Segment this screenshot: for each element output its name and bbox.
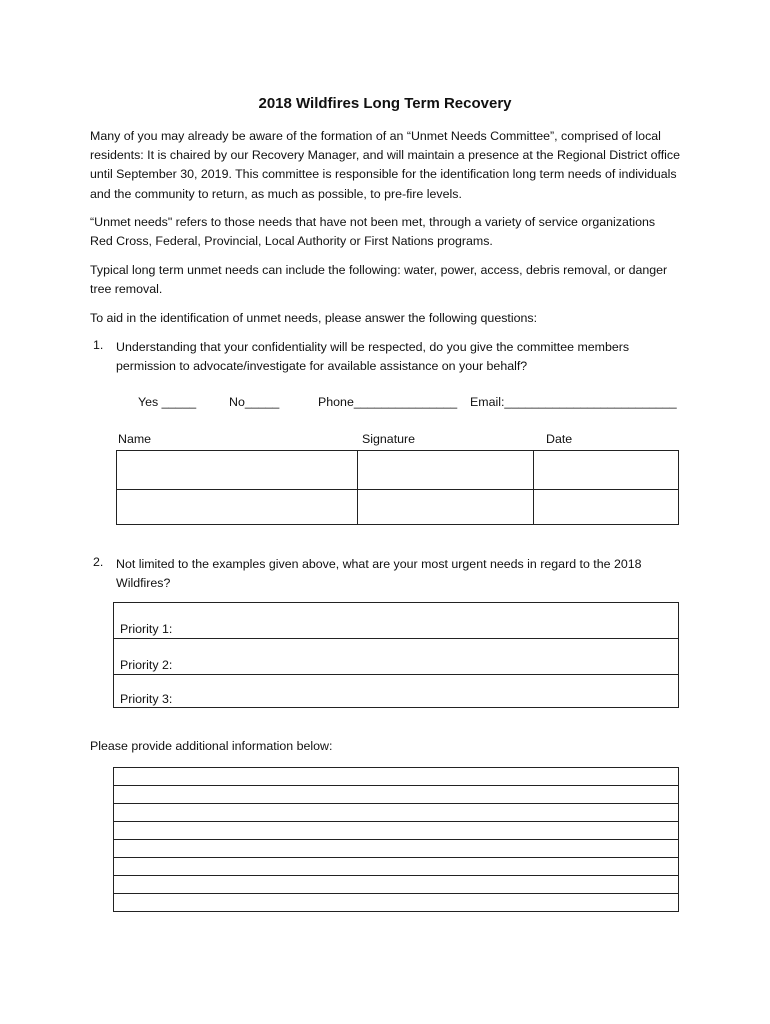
additional-info-label: Please provide additional information below: [90, 739, 333, 753]
priority-2-row[interactable] [114, 639, 678, 675]
info-line[interactable] [114, 786, 679, 804]
info-line[interactable] [114, 858, 679, 876]
table-row [114, 822, 679, 840]
date-cell[interactable] [534, 490, 679, 525]
table-row [117, 490, 679, 525]
info-line[interactable] [114, 894, 679, 912]
yes-field[interactable]: Yes _____ [138, 395, 197, 409]
question-1-text: Understanding that your confidentiality will be respected, do you give the committee members permission to advocate/investigate for available assistance on your behalf? [116, 340, 630, 373]
name-cell[interactable] [117, 451, 358, 490]
intro-paragraph: Many of you may already be aware of the formation of an “Unmet Needs Committee”, comprised of local residents: It is chaired by our Recovery Manager, and will maintain a presence at the Regional District office until September 30, 2019. This committee is responsible for the identification long term needs of individuals and the community to return, as much as possible, to pre-fire levels. [90, 129, 680, 201]
signature-cell[interactable] [358, 451, 534, 490]
info-line[interactable] [114, 876, 679, 894]
page-title: 2018 Wildfires Long Term Recovery [258, 95, 512, 112]
phone-field[interactable]: Phone_______________ [318, 395, 458, 409]
email-field[interactable]: Email:_________________________ [470, 395, 677, 409]
name-cell[interactable] [117, 490, 358, 525]
table-row [114, 858, 679, 876]
priority-3-row[interactable] [114, 675, 678, 708]
signature-column-header: Signature [362, 432, 416, 446]
typical-needs-paragraph: Typical long term unmet needs can include the following: water, power, access, debris removal, or danger tree removal. [90, 263, 668, 297]
info-line[interactable] [114, 840, 679, 858]
table-row [114, 804, 679, 822]
table-row [114, 840, 679, 858]
table-row [117, 451, 679, 490]
info-line[interactable] [114, 822, 679, 840]
table-row [114, 786, 679, 804]
date-column-header: Date [546, 432, 573, 446]
info-line[interactable] [114, 768, 679, 786]
table-row [114, 768, 679, 786]
priority-1-label: Priority 1: [120, 622, 173, 636]
date-cell[interactable] [534, 451, 679, 490]
unmet-needs-paragraph: “Unmet needs" refers to those needs that have not been met, through a variety of service organizations Red Cross, Federal, Provincial, Local Authority or First Nations programs. [90, 215, 656, 249]
priority-2-label: Priority 2: [120, 658, 173, 672]
contact-table [116, 450, 679, 525]
signature-cell[interactable] [358, 490, 534, 525]
priority-3-label: Priority 3: [120, 692, 173, 706]
question-2-text: Not limited to the examples given above, what are your most urgent needs in regard to the 2018 Wildfires? [116, 557, 642, 590]
priorities-box [113, 602, 679, 708]
aid-paragraph: To aid in the identification of unmet needs, please answer the following questions: [90, 311, 538, 325]
table-row [114, 876, 679, 894]
additional-info-lines [113, 767, 679, 912]
table-row [114, 894, 679, 912]
question-1-number: 1. [93, 338, 104, 352]
priority-1-row[interactable] [114, 603, 678, 639]
info-line[interactable] [114, 804, 679, 822]
name-column-header: Name [118, 432, 152, 446]
no-field[interactable]: No_____ [229, 395, 280, 409]
question-2-number: 2. [93, 555, 104, 569]
